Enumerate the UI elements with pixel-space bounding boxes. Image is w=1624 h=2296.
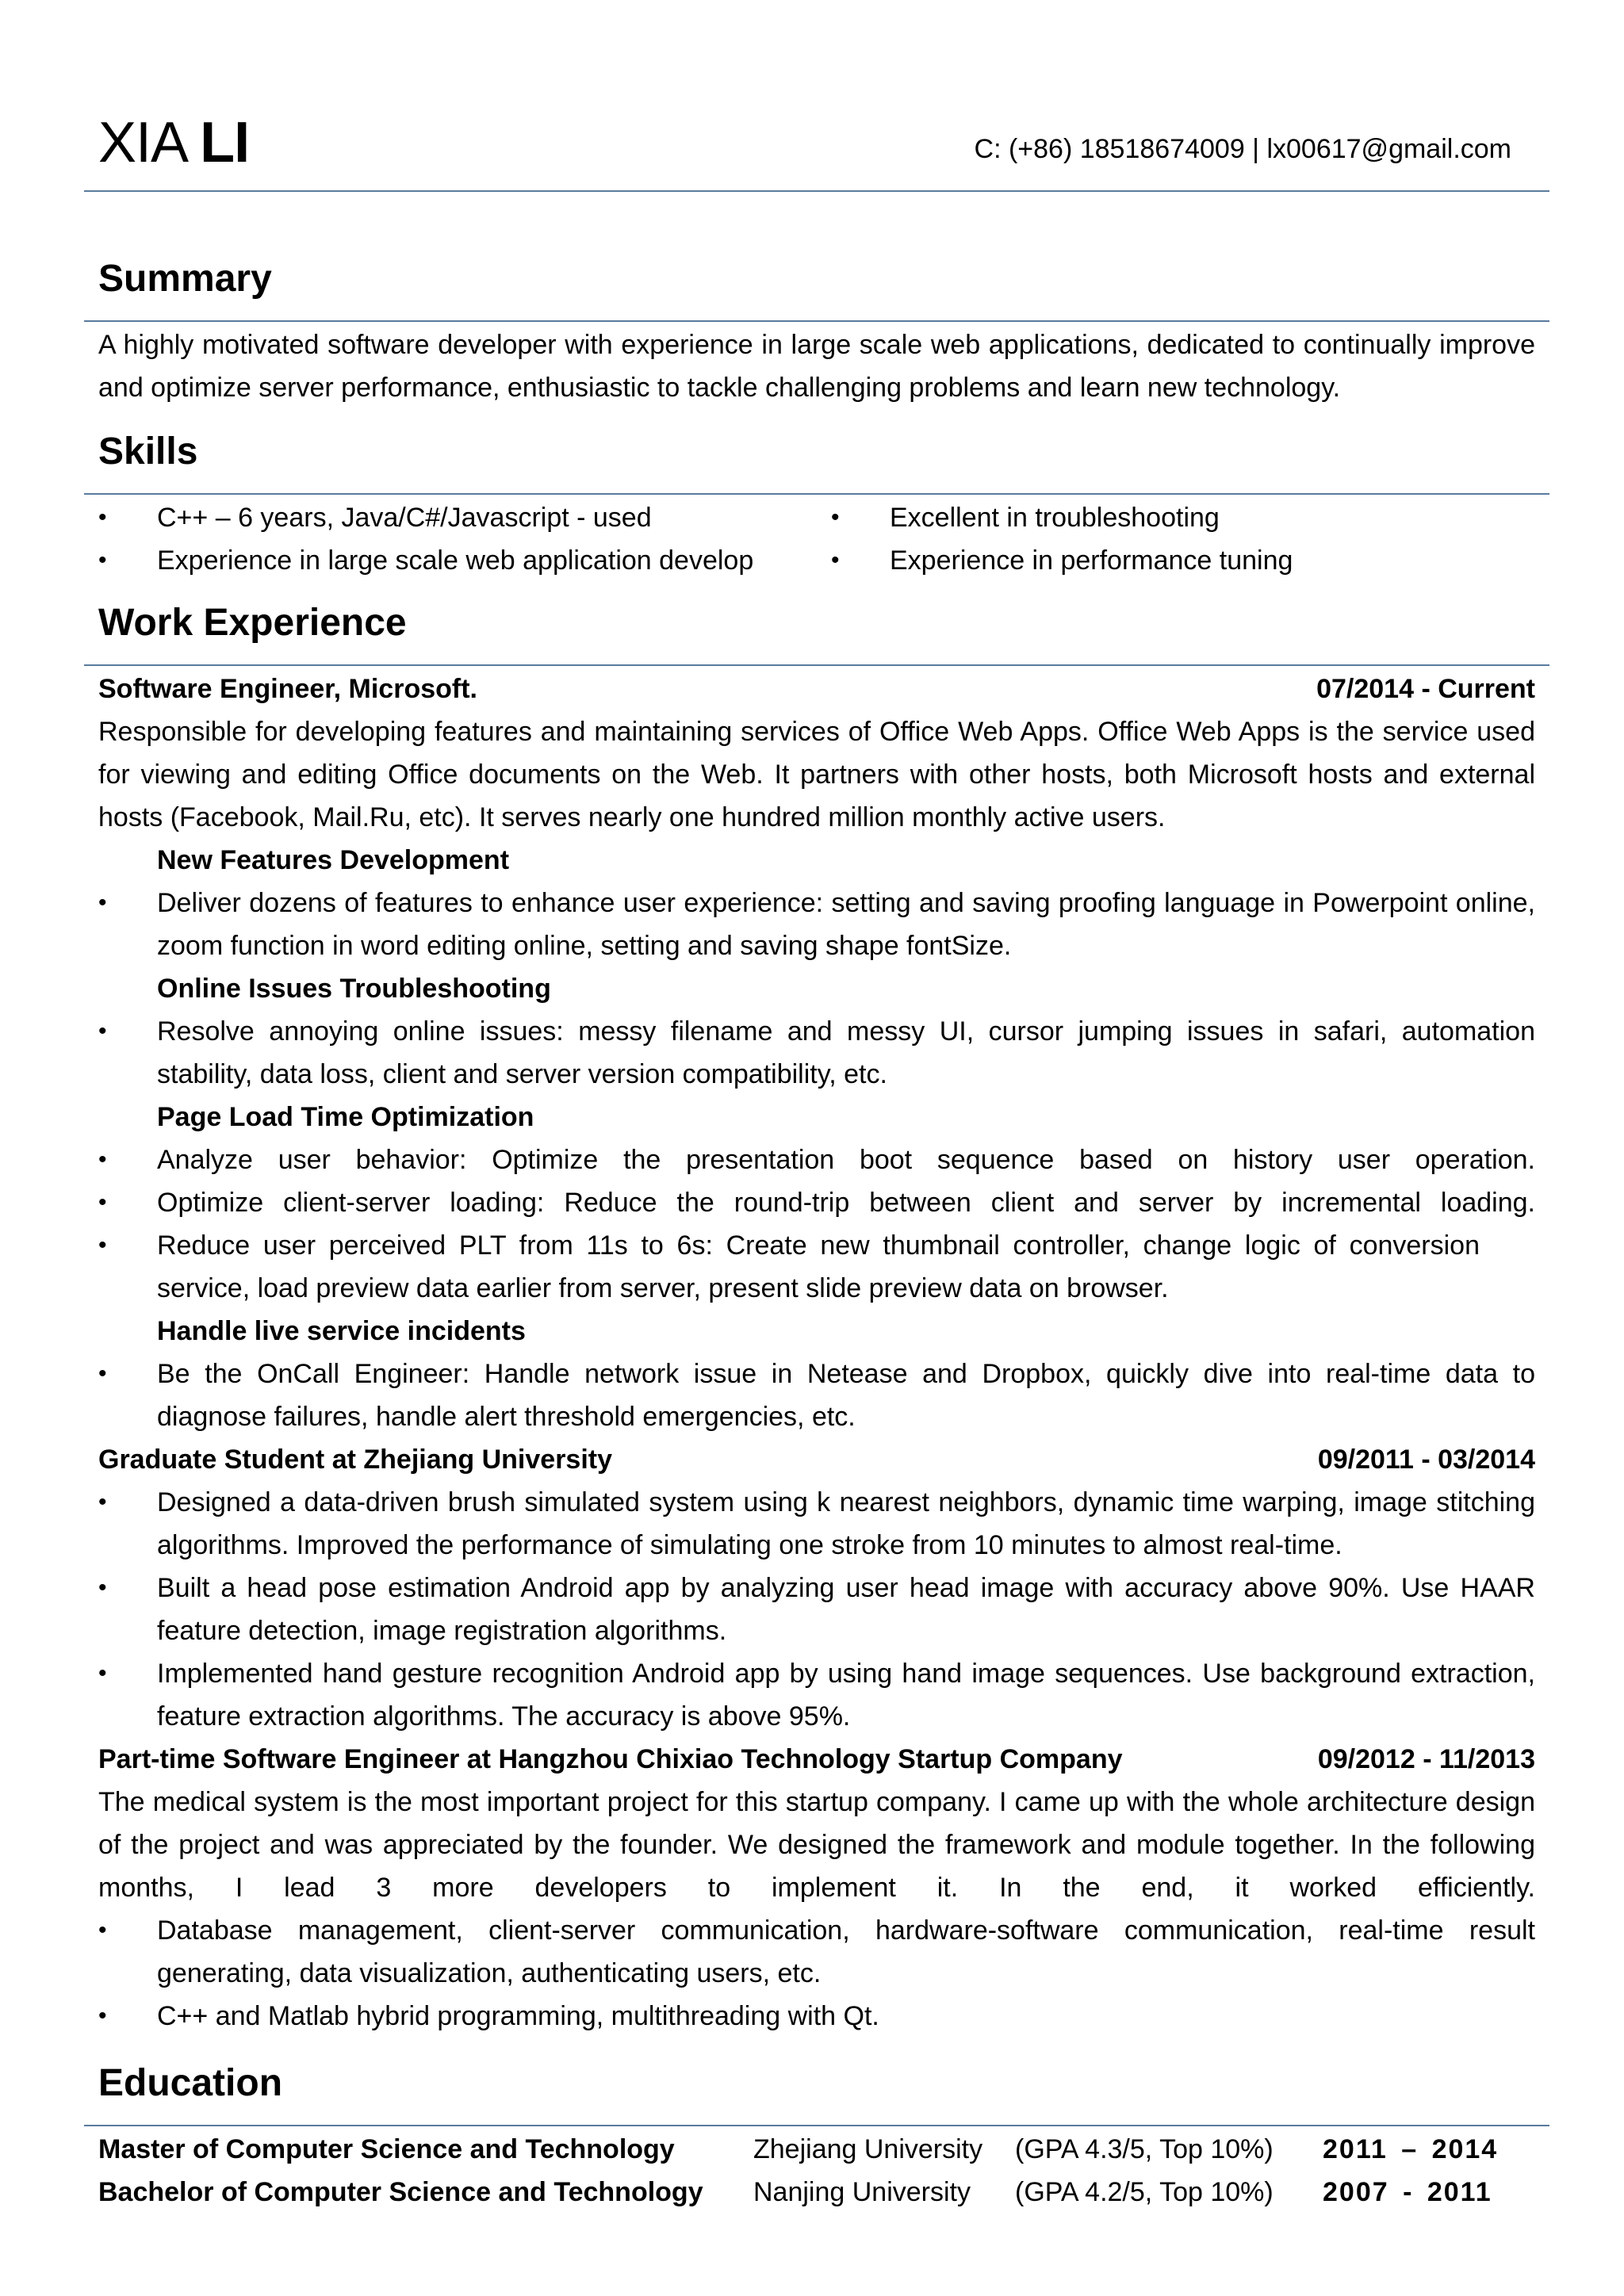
- skills-divider: [84, 493, 1549, 495]
- job-subheading: New Features Development: [157, 845, 510, 875]
- contact-info: C: (+86) 18518674009 | lx00617@gmail.com: [974, 134, 1511, 164]
- list-item-text: Deliver dozens of features to enhance user experience: setting and saving proofing language in Powerpoint online, zoom function in word editing online, setting and saving shape fontSize.: [157, 888, 1535, 961]
- bullet-icon: •: [98, 890, 107, 916]
- job-description: The medical system is the most important project for this startup company. I came up with the whole architecture design of the project and was appreciated by the founder. We designed the framework and module together. In the following months, I lead 3 more developers to implement it. In the end, it worked efficiently.: [98, 1787, 1535, 1903]
- list-item-text: Database management, client-server communication, hardware-software communication, real-time result generating, data visualization, authenticating users, etc.: [157, 1915, 1535, 1988]
- job-date: 07/2014 - Current: [1316, 674, 1535, 704]
- job-subheading: Handle live service incidents: [157, 1316, 526, 1346]
- skill-item: Excellent in troubleshooting: [890, 503, 1220, 533]
- bullet-icon: •: [831, 547, 840, 573]
- bullet-icon: •: [98, 1189, 107, 1215]
- header-divider: [84, 190, 1549, 192]
- job-subheading: Online Issues Troubleshooting: [157, 974, 551, 1004]
- summary-text: A highly motivated software developer with experience in large scale web applications, dedicated to continually improve and optimize server performance, enthusiastic to tackle challenging problems and learn new technology.: [98, 330, 1535, 403]
- bullet-icon: •: [98, 1489, 107, 1515]
- bullet-icon: •: [98, 1146, 107, 1173]
- gpa: (GPA 4.3/5, Top 10%): [1015, 2134, 1274, 2164]
- bullet-icon: •: [98, 547, 107, 573]
- education-row: [98, 2128, 1549, 2171]
- bullet-icon: •: [98, 504, 107, 530]
- list-item-text: Optimize client-server loading: Reduce the round-trip between client and server by incremental loading.: [157, 1188, 1535, 1218]
- education-divider: [84, 2125, 1549, 2126]
- list-item-text: C++ and Matlab hybrid programming, multithreading with Qt.: [157, 2001, 879, 2031]
- degree: Bachelor of Computer Science and Technology: [98, 2177, 703, 2207]
- skills-heading: Skills: [98, 430, 198, 473]
- job-header: [98, 1738, 1535, 1781]
- gpa: (GPA 4.2/5, Top 10%): [1015, 2177, 1274, 2207]
- job-header: [98, 668, 1535, 710]
- summary-divider: [84, 320, 1549, 322]
- bullet-icon: •: [98, 1232, 107, 1258]
- work-divider: [84, 664, 1549, 666]
- work-heading: Work Experience: [98, 602, 407, 644]
- bullet-icon: •: [98, 1660, 107, 1686]
- summary-heading: Summary: [98, 258, 272, 300]
- school: Zhejiang University: [753, 2134, 983, 2164]
- job-date: 09/2012 - 11/2013: [1317, 1744, 1535, 1774]
- job-date: 09/2011 - 03/2014: [1317, 1445, 1535, 1475]
- bullet-icon: •: [98, 2003, 107, 2029]
- list-item-text: Analyze user behavior: Optimize the presentation boot sequence based on history user operation.: [157, 1145, 1535, 1175]
- skill-item: Experience in large scale web application develop: [157, 545, 754, 576]
- bullet-icon: •: [98, 1917, 107, 1943]
- education-years: 2011 – 2014: [1323, 2134, 1499, 2164]
- job-title: Part-time Software Engineer at Hangzhou Chixiao Technology Startup Company: [98, 1744, 1123, 1774]
- bullet-icon: •: [98, 1360, 107, 1387]
- job-header: [98, 1438, 1535, 1481]
- list-item-text: Built a head pose estimation Android app by analyzing user head image with accuracy above 90%. Use HAAR feature detection, image registration algorithms.: [157, 1573, 1535, 1646]
- school: Nanjing University: [753, 2177, 971, 2207]
- resume-header: [98, 109, 1549, 181]
- job-title: Graduate Student at Zhejiang University: [98, 1445, 613, 1475]
- education-heading: Education: [98, 2062, 283, 2104]
- bullet-icon: •: [831, 504, 840, 530]
- skill-item: C++ – 6 years, Java/C#/Javascript - used: [157, 503, 652, 533]
- education-years: 2007 - 2011: [1323, 2177, 1492, 2207]
- list-item-text: Be the OnCall Engineer: Handle network issue in Netease and Dropbox, quickly dive into real-time data to diagnose failures, handle alert threshold emergencies, etc.: [157, 1359, 1535, 1432]
- list-item-text: Resolve annoying online issues: messy filename and messy UI, cursor jumping issues in safari, automation stability, data loss, client and server version compatibility, etc.: [157, 1016, 1535, 1089]
- job-title: Software Engineer, Microsoft.: [98, 674, 477, 704]
- candidate-name: [98, 109, 249, 176]
- degree: Master of Computer Science and Technology: [98, 2134, 675, 2164]
- bullet-icon: •: [98, 1018, 107, 1044]
- job-subheading: Page Load Time Optimization: [157, 1102, 534, 1132]
- list-item-text: Implemented hand gesture recognition Android app by using hand image sequences. Use background extraction, feature extraction algorithms. The accuracy is above 95%.: [157, 1659, 1535, 1732]
- list-item-text: Reduce user perceived PLT from 11s to 6s: Create new thumbnail controller, change logic of conversion service, load preview data earlier from server, present slide preview data on browser.: [157, 1230, 1480, 1303]
- education-row: [98, 2171, 1549, 2214]
- skill-item: Experience in performance tuning: [890, 545, 1293, 576]
- list-item-text: Designed a data-driven brush simulated system using k nearest neighbors, dynamic time warping, image stitching algorithms. Improved the performance of simulating one stroke from 10 minutes to almost real-time.: [157, 1487, 1535, 1560]
- job-description: Responsible for developing features and maintaining services of Office Web Apps. Office Web Apps is the service used for viewing and editing Office documents on the Web. It partners with other hosts, both Microsoft hosts and external hosts (Facebook, Mail.Ru, etc). It serves nearly one hundred million monthly active users.: [98, 717, 1535, 832]
- first-name: XIA: [98, 111, 186, 174]
- last-name: LI: [200, 111, 250, 174]
- bullet-icon: •: [98, 1575, 107, 1601]
